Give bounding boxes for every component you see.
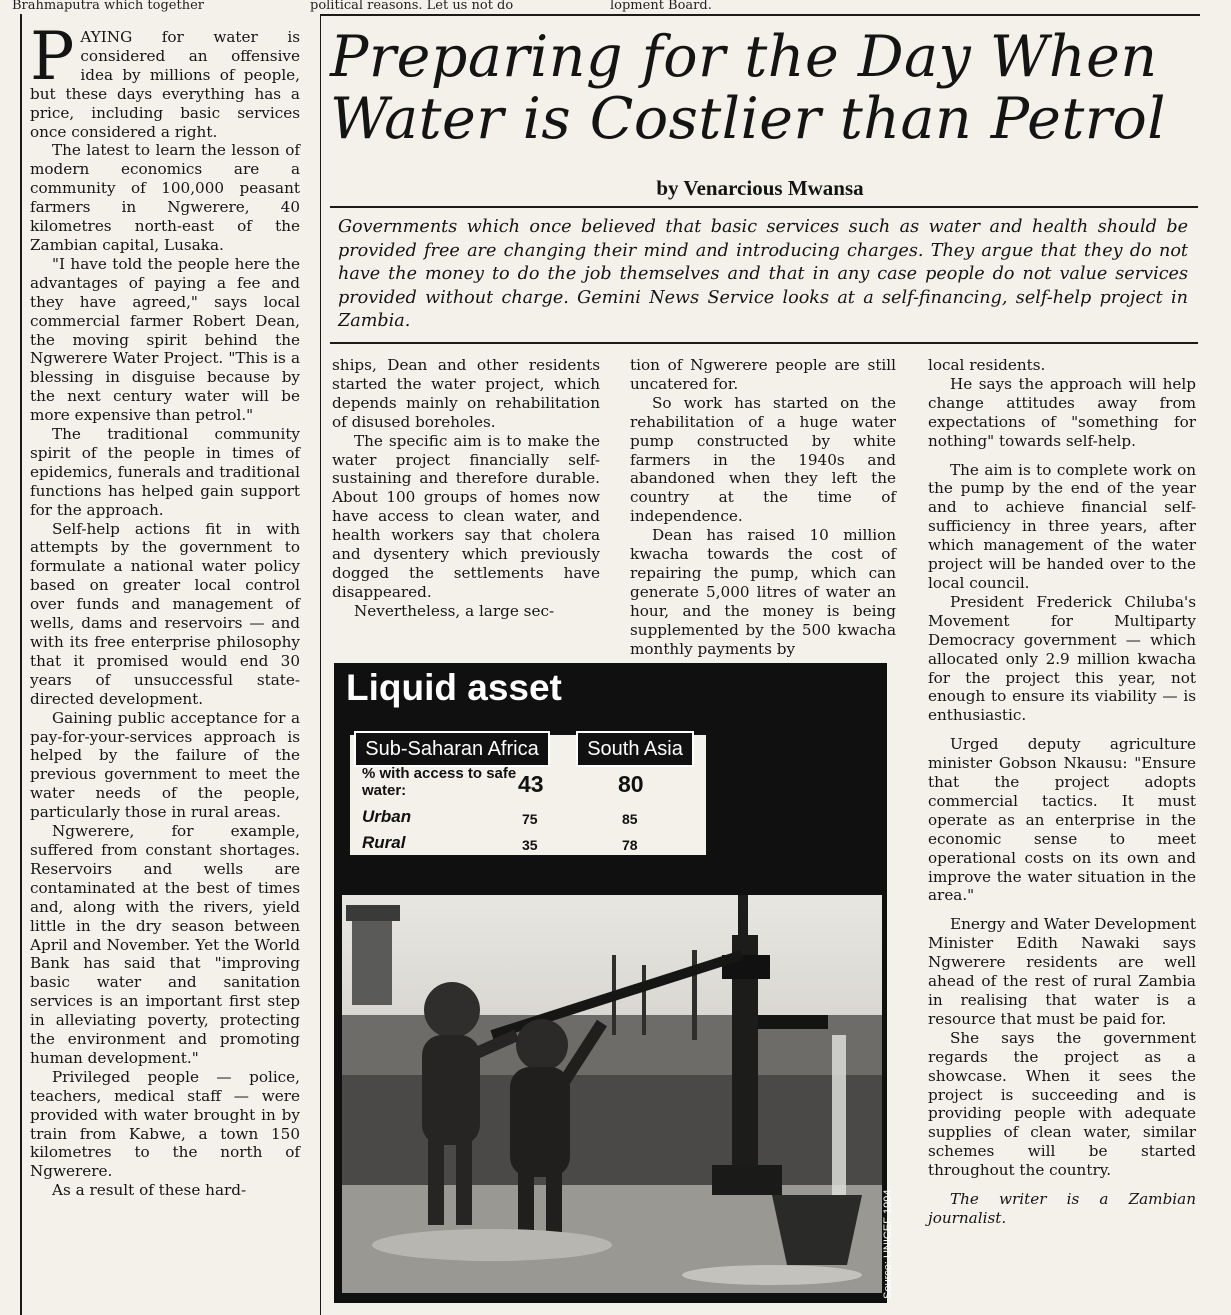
standfirst: Governments which once believed that basic services such as water and health should be provided free are changing their mind and introducing charges. They argue that they do not have the money to do the job themselves and that in any case people do not value services provided without charge. Gemini News Service looks at a self-financing, self-help project in Zambia. xyxy=(338,217,1188,331)
paragraph: The aim is to complete work on the pump by the end of the year and to achieve financial self-sufficiency in three years, after which management of the water project will be handed over to the local council. xyxy=(928,460,1196,592)
row-label-urban: Urban xyxy=(362,807,412,826)
top-rule xyxy=(320,14,1200,16)
column-2 xyxy=(332,356,600,621)
paragraph: ships, Dean and other residents started the water project, which depends mainly on rehabilitation of disused boreholes. xyxy=(332,356,600,431)
photo-source-credit: Source: UNICEF 1994 xyxy=(882,1189,894,1299)
value-sa-rural: 78 xyxy=(622,837,638,853)
left-column-rule xyxy=(20,14,22,1315)
paragraph: As a result of these hard- xyxy=(52,1181,247,1200)
fragment-1: Brahmaputra which together xyxy=(12,0,204,13)
paragraph: "I have told the people here the advantages of paying a fee and they have agreed," says local commercial farmer Robert Dean, the moving spirit behind the Ngwerere Water Project. "This is a blessing in disguise because by the next century water will be more expensive than petrol." xyxy=(30,254,300,425)
row-label-rural: Rural xyxy=(362,833,406,852)
dropcap: P xyxy=(30,18,75,95)
paragraph: Energy and Water Development Minister Edith Nawaki says Ngwerere residents are well ahead of the rest of rural Zambia in realising that water is a resource that must be paid for. xyxy=(928,915,1196,1028)
paragraph: Gaining public acceptance for a pay-for-your-services approach is helped by the failure of the previous government to meet the water needs of the people, particularly those in rural areas. xyxy=(30,708,300,822)
paragraph: The traditional community spirit of the people in times of epidemics, funerals and traditional functions has helped gain support for the approach. xyxy=(30,425,300,519)
header-south-asia: South Asia xyxy=(576,731,694,767)
paragraph: Dean has raised 10 million kwacha towards the cost of repairing the pump, which can generate 5,000 litres of water an hour, and the money is being supplemented by the 500 kwacha monthly payments by xyxy=(630,526,896,658)
access-table xyxy=(348,733,708,857)
paragraph: The specific aim is to make the water project financially self-sustaining and therefore durable. About 100 groups of homes now have access to clean water, and health workers say that cholera and dysentery which previously dogged the settlements have disappeared. xyxy=(332,431,600,601)
value-sa-urban: 85 xyxy=(622,811,638,827)
value-ssa-urban: 75 xyxy=(522,811,538,827)
header-sub-saharan-africa: Sub-Saharan Africa xyxy=(354,731,550,767)
paragraph: So work has started on the rehabilitation of a huge water pump constructed by white farmers in the 1940s and abandoned when they left the country at the time of independence. xyxy=(630,393,896,526)
paragraph: She says the government regards the project as a showcase. When it sees the project is succeeding and is providing people with adequate supplies of clean water, similar schemes will be started throughout the country. xyxy=(928,1028,1196,1180)
byline: by Venarcious Mwansa xyxy=(656,176,864,200)
standfirst-top-rule xyxy=(330,206,1198,208)
paragraph: tion of Ngwerere people are still uncatered for. xyxy=(630,356,896,393)
gutter-rule xyxy=(320,14,321,1315)
paragraph: Ngwerere, for example, suffered from constant shortages. Reservoirs and wells are contaminated at the best of times and, along with the rivers, yield little in the dry season between April and November. Yet the World Bank has said that "improving basic water and sanitation services is an important first step in alleviating poverty, protecting the environment and promoting human development." xyxy=(30,822,300,1067)
headline xyxy=(330,26,1220,150)
value-ssa-access: 43 xyxy=(518,771,544,797)
column-4 xyxy=(928,356,1196,1228)
previous-story-fragment xyxy=(0,0,900,14)
paragraph: AYING for water is considered an offensive idea by millions of people, but these days everything has a price, including basic services once considered a right. xyxy=(30,28,300,141)
liquid-asset-figure xyxy=(334,663,894,1303)
value-ssa-rural: 35 xyxy=(522,837,538,853)
paragraph: President Frederick Chiluba's Movement for Multiparty Democracy government — which allocated only 2.9 million kwacha for the project this year, not enough to ensure its viability — is enthusiastic. xyxy=(928,592,1196,725)
paragraph: Nevertheless, a large sec- xyxy=(354,601,555,620)
paragraph: The latest to learn the lesson of modern economics are a community of 100,000 peasant farmers in Ngwerere, 40 kilometres north-east of the Zambian capital, Lusaka. xyxy=(30,141,300,254)
standfirst-bottom-rule xyxy=(330,342,1198,344)
fragment-3: lopment Board. xyxy=(610,0,712,13)
paragraph: Privileged people — police, teachers, medical staff — were provided with water brought in by train from Kabwe, a town 150 kilometres to the north of Ngwerere. xyxy=(30,1067,300,1181)
headline-line-2: Water is Costlier than Petrol xyxy=(330,86,1167,152)
figure-title: Liquid asset xyxy=(346,667,562,708)
row-label-access: % with access to safe water: xyxy=(362,765,517,799)
fragment-2: political reasons. Let us not do xyxy=(310,0,514,13)
paragraph: He says the approach will help change attitudes away from expectations of "something for nothing" towards self-help. xyxy=(928,374,1196,450)
writer-note: The writer is a Zambian journalist. xyxy=(928,1190,1196,1227)
children-at-water-pump-photo xyxy=(342,895,882,1293)
column-1 xyxy=(30,18,300,1200)
paragraph: Urged deputy agriculture minister Gobson Nkausu: "Ensure that the project adopts commercial tactics. It must operate as an enterprise in the economic sense to meet operational costs on its own and improve the water situation in the area." xyxy=(928,735,1196,905)
column-3 xyxy=(630,356,896,659)
headline-line-1: Preparing for the Day When xyxy=(330,24,1158,90)
paragraph: Self-help actions fit in with attempts by the government to formulate a national water policy based on greater local control over funds and management of wells, dams and reservoirs — and with its free enterprise philosophy that it promised would end 30 years of unsuccessful state-directed development. xyxy=(30,519,300,708)
paragraph: local residents. xyxy=(928,356,1046,374)
value-sa-access: 80 xyxy=(618,771,644,797)
